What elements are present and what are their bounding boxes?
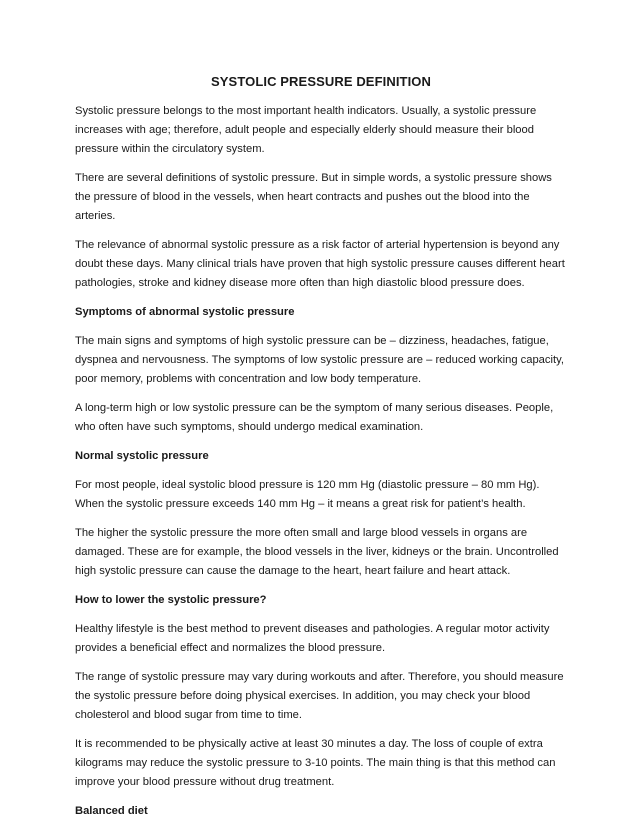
paragraph-activity: It is recommended to be physically active at least 30 minutes a day. The loss of couple of extra kilograms may reduce the systolic pressure to 3-10 points. The main thing is that this method can improve your blood pressure without drug treatment. [75,738,556,788]
heading-normal-pressure: Normal systolic pressure [75,450,209,462]
paragraph-damage: The higher the systolic pressure the more often small and large blood vessels in organs are damaged. These are for example, the blood vessels in the liver, kidneys or the brain. Uncontrolled high systolic pressure can cause the damage to the heart, heart failure and heart attack. [75,527,559,577]
paragraph-lifestyle: Healthy lifestyle is the best method to prevent diseases and pathologies. A regular motor activity provides a beneficial effect and normalizes the blood pressure. [75,623,550,654]
paragraph-long-term: A long-term high or low systolic pressure can be the symptom of many serious diseases. People, who often have such symptoms, should undergo medical examination. [75,402,554,433]
heading-symptoms: Symptoms of abnormal systolic pressure [75,306,295,318]
paragraph-symptoms: The main signs and symptoms of high systolic pressure can be – dizziness, headaches, fatigue, dyspnea and nervousness. The symptoms of low systolic pressure are – reduced working capacity, poor memory, problems with concentration and low body temperature. [75,335,564,385]
paragraph-ideal-pressure: For most people, ideal systolic blood pressure is 120 mm Hg (diastolic pressure – 80 mm Hg). When the systolic pressure exceeds 140 mm Hg – it means a great risk for patient’s health. [75,479,540,510]
heading-how-to-lower: How to lower the systolic pressure? [75,594,267,606]
document-title: SYSTOLIC PRESSURE DEFINITION [211,74,431,89]
heading-balanced-diet: Balanced diet [75,805,148,817]
paragraph-definition: There are several definitions of systolic pressure. But in simple words, a systolic pressure shows the pressure of blood in the vessels, when heart contracts and pushes out the blood into the arteries. [75,172,552,222]
paragraph-workouts: The range of systolic pressure may vary during workouts and after. Therefore, you should measure the systolic pressure before doing physical exercises. In addition, you may check your blood cholesterol and blood sugar from time to time. [75,671,564,721]
paragraph-relevance: The relevance of abnormal systolic pressure as a risk factor of arterial hypertension is beyond any doubt these days. Many clinical trials have proven that high systolic pressure causes different heart pathologies, stroke and kidney disease more often than high diastolic blood pressure does. [75,239,565,289]
document-page [75,74,567,831]
paragraph-intro: Systolic pressure belongs to the most important health indicators. Usually, a systolic pressure increases with age; therefore, adult people and especially elderly should measure their blood pressure within the circulatory system. [75,105,537,155]
